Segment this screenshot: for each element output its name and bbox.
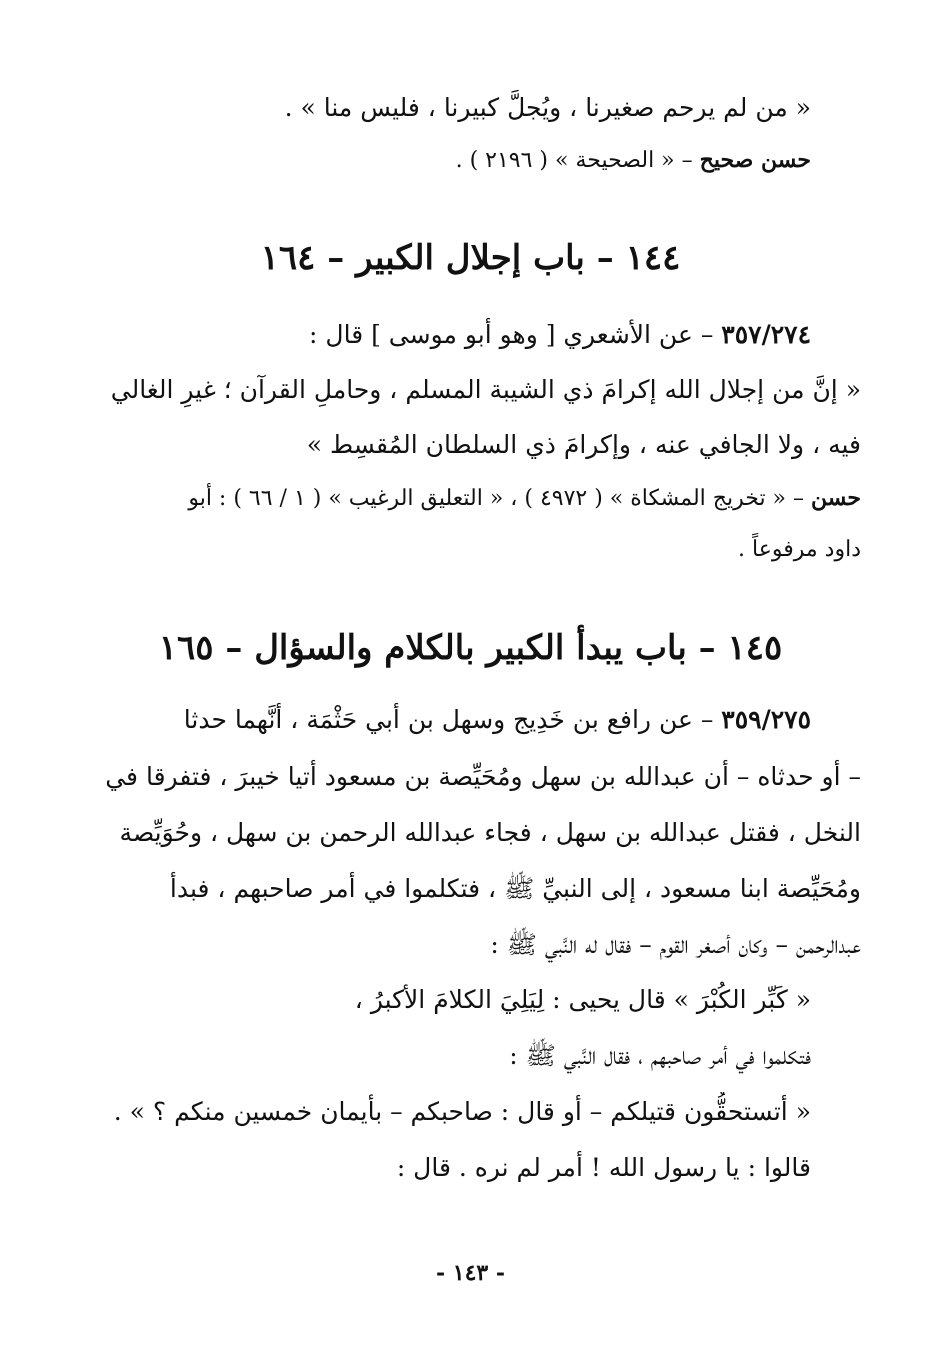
chapter-heading-145: ١٤٥ – باب يبدأ الكبير بالكلام والسؤال – ١٦٥ — [158, 628, 783, 668]
grade-line: داود مرفوعاً . — [738, 537, 861, 562]
hadith-intro: – عن رافع بن خَدِيج وسهل بن أبي حَثْمَة ، أنَّهما حدثا — [183, 705, 714, 734]
hadith-number: ٣٥٩/٢٧٥ — [721, 705, 811, 734]
hadith-text-line: قالوا : يا رسول الله ! أمر لم نره . قال : — [396, 1153, 811, 1182]
hadith-intro-line — [80, 700, 811, 740]
hadith-text-line: فيه ، ولا الجافي عنه ، وإكرامَ ذي السلطان المُقسِط » — [306, 430, 861, 459]
grade-line — [80, 478, 861, 518]
hadith-text-line — [80, 88, 811, 128]
hadith-text-line: – أو حدثاه – أن عبدالله بن سهل ومُحَيِّصة بن مسعود أتيا خيبرَ ، فتفرقا في — [105, 762, 861, 791]
hadith-intro: – عن الأشعري [ وهو أبو موسى ] قال : — [309, 320, 714, 349]
grade-reference: – « تخريج المشكاة » ( ٤٩٧٢ ) ، « التعليق الرغيب » ( ١ / ٦٦ ) : أبو — [188, 486, 805, 511]
chapter-heading-144: ١٤٤ – باب إجلال الكبير – ١٦٤ — [260, 238, 681, 278]
hadith-text-line: عبدالرحمن – وكان أصغر القوم – فقال له النَّبي ﷺ : — [490, 930, 861, 959]
hadith-text-line: ومُحَيِّصة ابنا مسعود ، إلى النبيِّ ﷺ ، فتكلموا في أمر صاحبهم ، فبدأ — [169, 874, 861, 903]
page-number: - ١٤٣ - — [435, 1260, 506, 1286]
hadith-text-line: « أتستحقُّون قتيلكم – أو قال : صاحبكم – بأيمان خمسين منكم ؟ » . — [113, 1097, 811, 1126]
hadith-text-line: فتكلموا في أمر صاحبهم ، فقال النَّبي ﷺ : — [509, 1041, 811, 1070]
grade-line — [80, 140, 811, 180]
grade-label: حسن صحيح — [699, 147, 811, 173]
hadith-text-line: « إنَّ من إجلال الله إكرامَ ذي الشيبة المسلم ، وحاملِ القرآن ؛ غيرِ الغالي — [110, 375, 861, 404]
hadith-text: « من لم يرحم صغيرنا ، ويُجلَّ كبيرنا ، فليس منا » . — [284, 93, 811, 122]
grade-label: حسن — [811, 485, 861, 511]
grade-reference: – « الصحيحة » ( ٢١٩٦ ) . — [455, 148, 693, 173]
hadith-text-line: « كَبِّر الكُبْرَ » قال يحيى : لِيَلِيَ الكلامَ الأكبرُ ، — [354, 985, 811, 1014]
hadith-text-line: النخل ، فقتل عبدالله بن سهل ، فجاء عبدالله الرحمن بن سهل ، وحُوَيِّصة — [119, 818, 861, 847]
hadith-number: ٣٥٧/٢٧٤ — [721, 320, 811, 349]
hadith-intro-line — [80, 315, 811, 355]
